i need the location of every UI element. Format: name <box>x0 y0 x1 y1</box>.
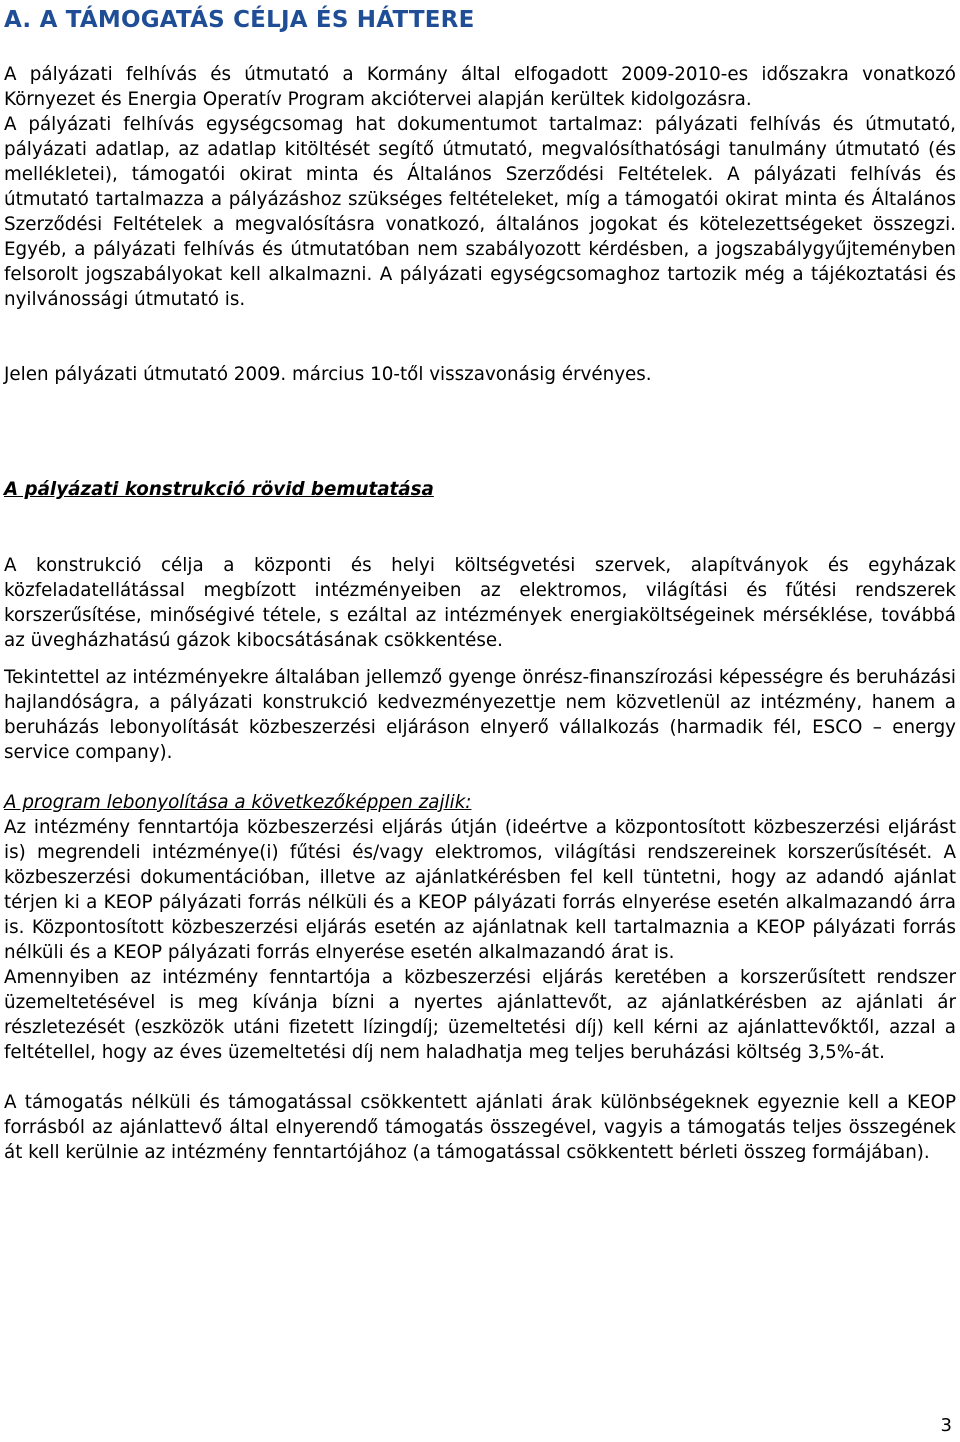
section-heading: A. A TÁMOGATÁS CÉLJA ÉS HÁTTERE <box>4 7 475 33</box>
document-page <box>4 0 956 1165</box>
goal-paragraph: A konstrukció célja a központi és helyi költségvetési szervek, alapítványok és egyházak közfeladatellátással megbízott intézményeiben az elektromos, világítási és fűtési rendszerek korszerűsítése, minőségivé tétele, s ezáltal az intézmények energiaköltségeinek mérséklése, továbbá az üvegházhatású gázok kibocsátásának csökkentése. <box>4 555 956 651</box>
intro-paragraph: A pályázati felhívás és útmutató a Kormány által elfogadott 2009-2010-es időszakra vonatkozó Környezet és Energia Operatív Program akciótervei alapján kerültek kidolgozásra. <box>4 64 956 110</box>
beneficiary-paragraph: Tekintettel az intézményekre általában jellemző gyenge önrész-finanszírozási képességre és beruházási hajlandóságra, a pályázati konstrukció kedvezményezettje nem közvetlenül az intézmény, hanem a beruházás lebonyolítását közbeszerzési eljáráson elnyerő vállalkozás (harmadik fél, ESCO – energy service company). <box>4 667 956 763</box>
page-number: 3 <box>940 1415 952 1436</box>
procurement-paragraph: Az intézmény fenntartója közbeszerzési eljárás útján (ideértve a központosított közbeszerzési eljárást is) megrendeli intézménye(i) fűtési és/vagy elektromos, világítási rendszereinek korszerűsítését. A közbeszerzési dokumentációban, illetve az ajánlatkérésben fel kell tüntetni, hogy az adandó ajánlat térjen ki a KEOP pályázati forrás nélküli és a KEOP pályázati forrás elnyerése esetén alkalmazandó árra is. Központosított közbeszerzési eljárás esetén az ajánlatnak kell tartalmaznia a KEOP pályázati forrás nélküli és a KEOP pályázati forrás elnyerése esetén alkalmazandó árat is. <box>4 817 956 963</box>
price-difference-paragraph: A támogatás nélküli és támogatással csökkentett ajánlati árak különbségeknek egyeznie kell a KEOP forrásból az ajánlattevő által elnyerendő támogatás összegével, vagyis a támogatás teljes összegének át kell kerülnie az intézmény fenntartójához (a támogatással csökkentett bérleti összeg formájában). <box>4 1092 956 1163</box>
operation-paragraph: Amennyiben az intézmény fenntartója a közbeszerzési eljárás keretében a korszerűsített rendszer üzemeltetésével is meg kívánja bízni a nyertes ajánlattevőt, az ajánlatkérésben az ajánlati ár részletezését (eszközök utáni fizetett lízingdíj; üzemeltetési díj) kell kérni az ajánlattevőktől, azzal a feltétellel, hogy az éves üzemeltetési díj nem haladhatja meg teljes beruházási költség 3,5%-át. <box>4 967 956 1063</box>
process-subheading: A program lebonyolítása a következőképpen zajlik: <box>4 792 472 813</box>
package-paragraph: A pályázati felhívás egységcsomag hat dokumentumot tartalmaz: pályázati felhívás és útmutató, pályázati adatlap, az adatlap kitöltését segítő útmutató, megvalósíthatósági tanulmány útmutató (és mellékletei), támogatói okirat minta és Általános Szerződési Feltételek. A pályázati felhívás és útmutató tartalmazza a pályázáshoz szükséges feltételeket, míg a támogatói okirat minta és Általános Szerződési Feltételek a megvalósításra vonatkozó, általános jogokat és kötelezettségeket összegzi. Egyéb, a pályázati felhívás és útmutatóban nem szabályozott kérdésben, a jogszabálygyűjteményben felsorolt jogszabályokat kell alkalmazni. A pályázati egységcsomaghoz tartozik még a tájékoztatási és nyilvánossági útmutató is. <box>4 114 956 310</box>
subsection-title: A pályázati konstrukció rövid bemutatása <box>4 479 434 500</box>
validity-paragraph: Jelen pályázati útmutató 2009. március 10-től visszavonásig érvényes. <box>4 364 652 385</box>
